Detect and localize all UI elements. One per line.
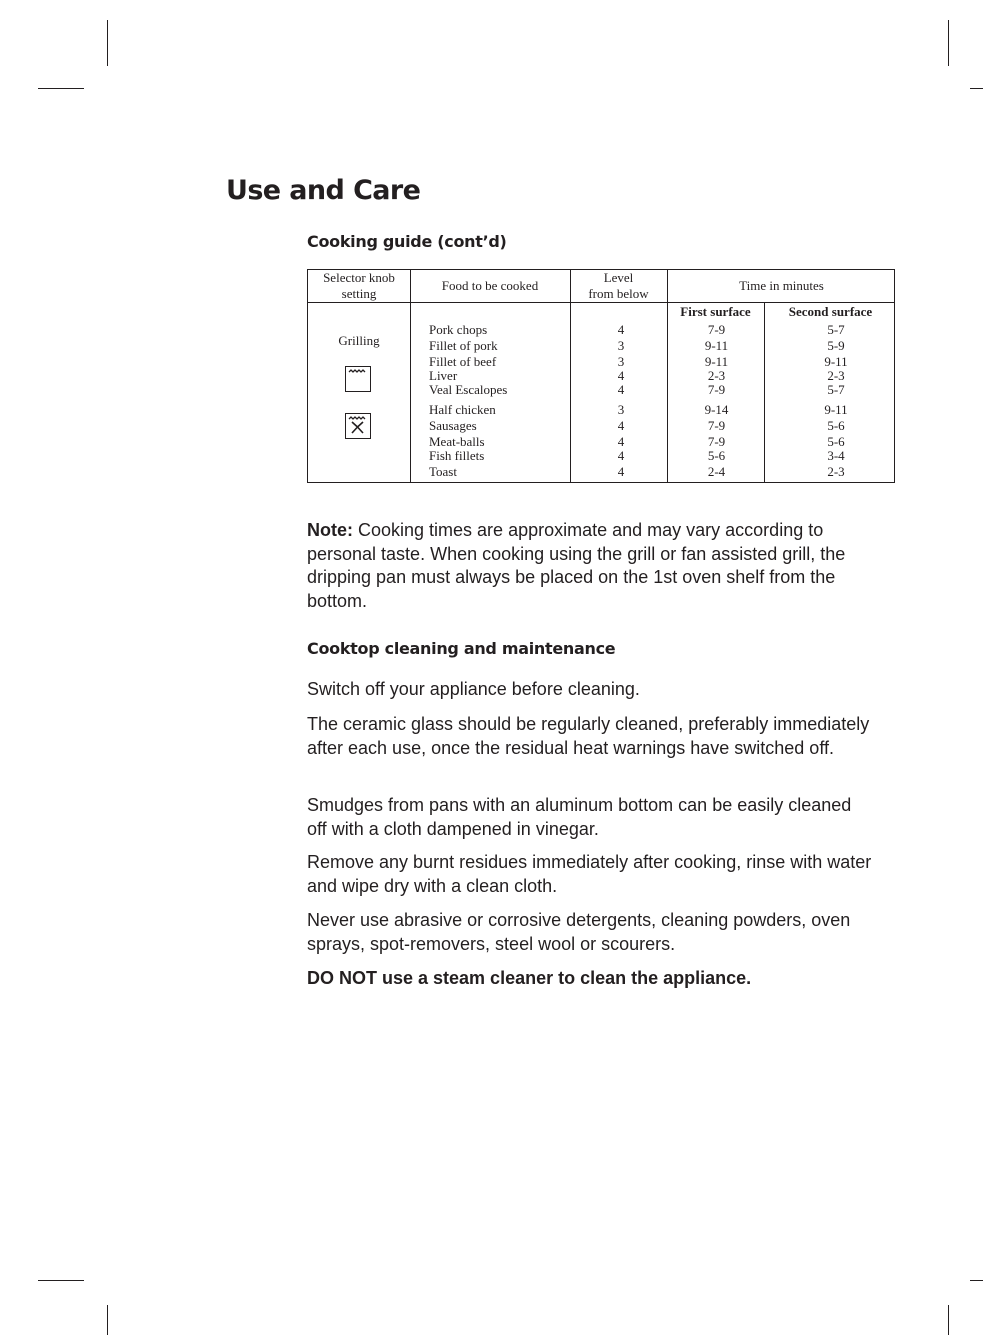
grill-icon [345,366,371,392]
level-value: 4 [617,418,625,433]
first-surface-column [668,322,765,480]
selector-grilling: Grilling [338,333,380,348]
level-value: 4 [617,434,625,449]
level-value: 4 [617,322,625,337]
level-value: 4 [617,368,625,383]
food-item: Liver [429,368,458,383]
header-first-surface: First surface [680,304,751,319]
crop-mark [948,20,949,66]
level-value: 4 [617,448,625,463]
time-value: 7-9 [707,434,726,449]
fan-grill-icon [345,413,371,439]
food-item: Veal Escalopes [429,382,508,397]
time-value: 9-11 [704,338,729,353]
cleaning-heading: Cooktop cleaning and maintenance [307,639,616,658]
second-surface-column [786,322,886,480]
food-item: Fish fillets [429,448,485,463]
table-divider [308,302,894,303]
header-level [570,270,667,302]
time-value: 7-9 [707,382,726,397]
time-value: 7-9 [707,322,726,337]
header-second-surface: Second surface [788,304,873,319]
page-title: Use and Care [226,175,421,206]
time-value: 9-11 [824,402,848,417]
food-item: Half chicken [429,402,496,417]
header-level-line2: from below [588,286,649,301]
time-value: 5-9 [827,338,845,353]
time-value: 3-4 [827,448,845,463]
time-value: 5-6 [827,418,845,433]
time-value: 2-4 [707,464,726,479]
food-item: Fillet of pork [429,338,498,353]
note-paragraph [307,519,897,613]
time-value: 9-11 [704,354,729,369]
food-column [429,322,507,480]
food-item: Sausages [429,418,477,433]
level-value: 4 [617,382,625,397]
food-item: Fillet of beef [429,354,497,369]
header-selector [308,270,410,302]
time-value: 5-7 [827,322,845,337]
header-selector-line1: Selector knob [323,270,395,285]
header-selector-line2: setting [341,286,377,301]
time-value: 5-6 [827,434,845,449]
header-time: Time in minutes [739,278,824,293]
level-value: 3 [617,354,625,369]
crop-mark [970,88,983,89]
note-text: Cooking times are approximate and may vary according to personal taste. When cooking using the grill or fan assisted grill, the dripping pan must always be placed on the 1st oven shelf from the bottom. [307,520,846,611]
time-value: 5-6 [707,448,726,463]
cooking-guide-heading: Cooking guide (cont’d) [307,232,507,251]
cooking-table [307,269,895,483]
level-column [571,322,671,480]
cleaning-paragraph: Smudges from pans with an aluminum bottom can be easily cleaned off with a cloth dampened in vinegar. [307,795,852,839]
header-level-line1: Level [603,270,634,285]
header-food: Food to be cooked [441,278,539,293]
time-value: 2-3 [707,368,726,383]
cleaning-paragraph: The ceramic glass should be regularly cleaned, preferably immediately after each use, once the residual heat warnings have switched off. [307,714,870,758]
food-item: Pork chops [429,322,488,337]
cleaning-paragraph: Remove any burnt residues immediately after cooking, rinse with water and wipe dry with a clean cloth. [307,852,872,896]
cleaning-paragraph: Switch off your appliance before cleaning. [307,679,640,699]
time-value: 9-11 [824,354,848,369]
crop-mark [38,88,84,89]
crop-mark [970,1280,983,1281]
steam-cleaner-warning: DO NOT use a steam cleaner to clean the appliance. [307,968,752,988]
crop-mark [107,1305,108,1335]
note-label: Note: [307,520,353,540]
food-item: Toast [429,464,457,479]
time-value: 9-14 [704,402,729,417]
time-value: 5-7 [827,382,845,397]
food-item: Meat-balls [429,434,485,449]
time-value: 2-3 [827,464,845,479]
level-value: 3 [617,338,625,353]
time-value: 7-9 [707,418,726,433]
cleaning-paragraph: Never use abrasive or corrosive detergents, cleaning powders, oven sprays, spot-removers, steel wool or scourers. [307,910,851,954]
time-value: 2-3 [827,368,845,383]
level-value: 4 [617,464,625,479]
crop-mark [107,20,108,66]
crop-mark [38,1280,84,1281]
level-value: 3 [617,402,625,417]
crop-mark [948,1305,949,1335]
